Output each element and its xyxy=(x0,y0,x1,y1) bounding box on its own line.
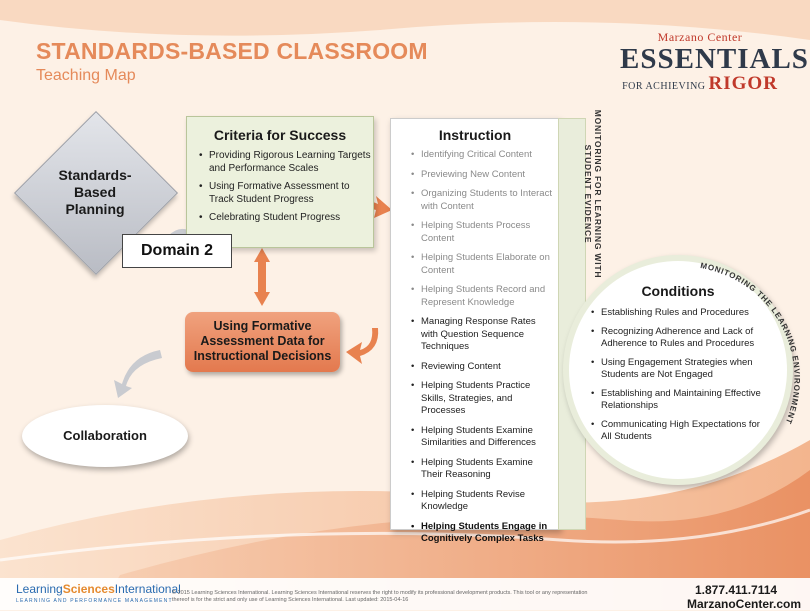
list-item: • Using Formative Assessment to Track Student Progress xyxy=(209,180,373,206)
monitoring-label: MONITORING FOR LEARNING WITH STUDENT EVIDENCE xyxy=(583,109,603,279)
list-item: • Organizing Students to Interact with Content xyxy=(421,188,553,213)
logo-line2: ESSENTIALS xyxy=(620,43,809,75)
conditions-monitoring-label: MONITORING THE LEARNING ENVIRONMENT xyxy=(699,261,802,426)
phone-number: 1.877.411.7114 xyxy=(695,583,778,597)
list-item: • Providing Rigorous Learning Targets and Performance Scales xyxy=(209,149,373,175)
collaboration-oval: Collaboration xyxy=(22,405,188,467)
svg-text:MONITORING THE LEARNING ENVIRO xyxy=(700,261,802,426)
list-item: • Establishing and Maintaining Effective Relationships xyxy=(601,388,766,413)
list-item: • Helping Students Process Content xyxy=(421,220,553,245)
list-item: • Celebrating Student Progress xyxy=(209,211,373,224)
list-item: • Managing Response Rates with Question Sequence Techniques xyxy=(421,316,553,354)
list-item: • Previewing New Content xyxy=(421,169,553,182)
brand-c: International xyxy=(114,582,181,596)
formative-box: Using Formative Assessment Data for Instructional Decisions xyxy=(185,312,340,372)
conditions-title: Conditions xyxy=(641,283,715,299)
page-subtitle: Teaching Map xyxy=(36,67,136,84)
list-item: • Helping Students Examine Their Reasoning xyxy=(421,457,553,482)
list-item: • Communicating High Expectations for All Students xyxy=(601,419,766,444)
list-item: • Helping Students Revise Knowledge xyxy=(421,489,553,514)
lsi-logo xyxy=(16,582,181,596)
logo-prefix: FOR ACHIEVING xyxy=(622,81,706,92)
list-item: • Identifying Critical Content xyxy=(421,149,553,162)
domain-label: Domain 2 xyxy=(122,234,232,268)
list-item: • Helping Students Record and Represent Knowledge xyxy=(421,284,553,309)
brand-b: Sciences xyxy=(62,582,115,596)
list-item: • Helping Students Examine Similarities and Differences xyxy=(421,425,553,450)
criteria-title: Criteria for Success xyxy=(213,127,347,143)
list-item: • Helping Students Elaborate on Content xyxy=(421,252,553,277)
list-item: • Using Engagement Strategies when Students are Not Engaged xyxy=(601,357,766,382)
list-item: • Recognizing Adherence and Lack of Adherence to Rules and Procedures xyxy=(601,326,766,351)
legal-text: © 2015 Learning Sciences International. Learning Sciences International reserves the right to modify its professional development products. This tool or any representation thereof is for the strict and only use of Learning Sciences International. Last updated: 2015-04-16 xyxy=(172,590,588,603)
lsi-tagline: LEARNING AND PERFORMANCE MANAGEMENT xyxy=(16,598,173,604)
logo-line1: Marzano Center xyxy=(657,30,743,44)
page-title: STANDARDS-BASED CLASSROOM xyxy=(36,38,428,64)
list-item: • Establishing Rules and Procedures xyxy=(601,307,766,320)
planning-label: Standards-Based Planning xyxy=(58,167,132,217)
list-item: • Reviewing Content xyxy=(421,361,553,374)
website-link[interactable]: MarzanoCenter.com xyxy=(687,597,802,611)
logo-rigor: RIGOR xyxy=(708,73,778,94)
list-item: • Helping Students Engage in Cognitively Complex Tasks xyxy=(421,521,553,546)
instruction-title: Instruction xyxy=(438,127,512,143)
brand-a: Learning xyxy=(16,582,63,596)
list-item: • Helping Students Practice Skills, Strategies, and Processes xyxy=(421,380,553,418)
